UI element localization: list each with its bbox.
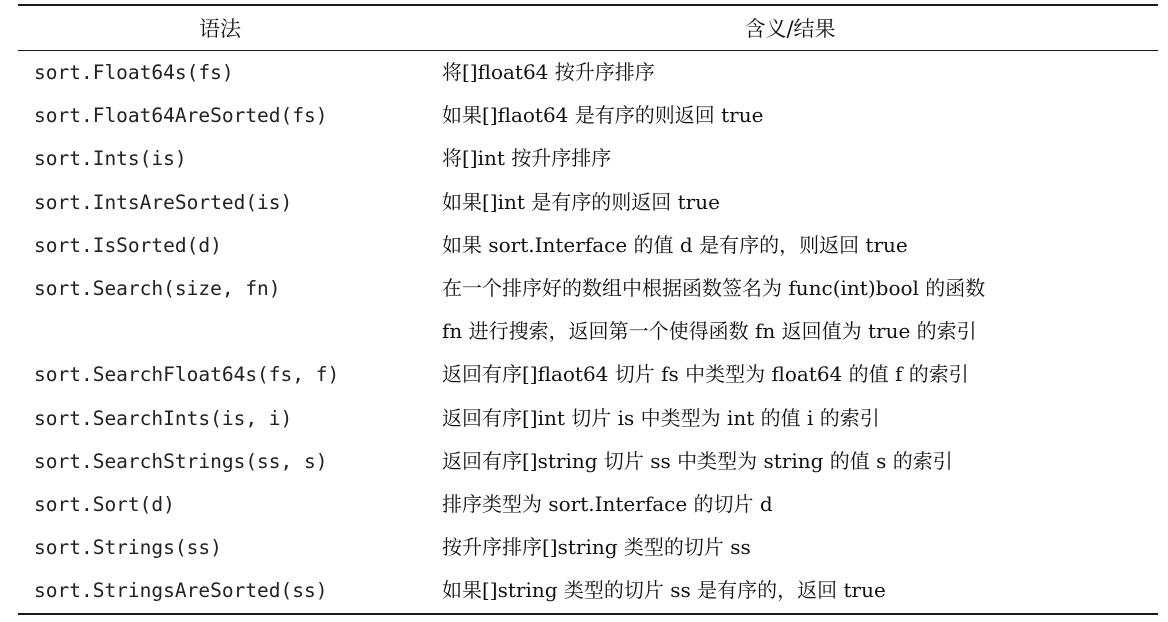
- meaning-cell: 返回有序[]flaot64 切片 fs 中类型为 float64 的值 f 的索引: [442, 362, 969, 387]
- table-body: [18, 51, 1158, 614]
- meaning-cell: 按升序排序[]string 类型的切片 ss: [442, 535, 751, 560]
- header-syntax: 语法: [199, 17, 241, 41]
- meaning-cell: 返回有序[]string 切片 ss 中类型为 string 的值 s 的索引: [442, 448, 953, 473]
- table-row: [18, 483, 1158, 526]
- header-row: [18, 5, 1158, 51]
- meaning-cell: 如果[]flaot64 是有序的则返回 true: [442, 103, 764, 128]
- syntax-cell: sort.Ints(is): [34, 147, 187, 171]
- meaning-cell: 排序类型为 sort.Interface 的切片 d: [442, 492, 773, 516]
- syntax-cell: sort.Float64s(fs): [34, 61, 234, 84]
- table-row: [18, 224, 1158, 267]
- table-row: [18, 51, 1158, 95]
- syntax-cell: sort.Strings(ss): [34, 536, 222, 560]
- table-row: [18, 397, 1158, 440]
- meaning-cell: 返回有序[]int 切片 is 中类型为 int 的值 i 的索引: [442, 405, 880, 430]
- syntax-cell: sort.SearchFloat64s(fs, f): [34, 363, 340, 387]
- table-row: [18, 137, 1158, 180]
- meaning-cell: 如果[]string 类型的切片 ss 是有序的，返回 true: [442, 578, 886, 603]
- table-row: [18, 353, 1158, 396]
- syntax-cell: sort.IntsAreSorted(is): [34, 190, 293, 214]
- meaning-cell: 将[]float64 按升序排序: [442, 60, 655, 84]
- header-meaning: 含义/结果: [744, 17, 836, 41]
- syntax-cell: sort.StringsAreSorted(ss): [34, 579, 328, 603]
- syntax-cell: sort.Search(size, fn): [34, 277, 281, 301]
- meaning-cell: 如果 sort.Interface 的值 d 是有序的，则返回 true: [442, 232, 908, 257]
- table-row: [18, 526, 1158, 569]
- meaning-line: fn 进行搜索，返回第一个使得函数 fn 返回值为 true 的索引: [442, 319, 977, 344]
- table-row: [18, 440, 1158, 483]
- meaning-cell: 将[]int 按升序排序: [442, 146, 612, 171]
- syntax-cell: sort.Sort(d): [34, 493, 175, 516]
- table-row: [18, 181, 1158, 224]
- meaning-cell: 如果[]int 是有序的则返回 true: [442, 189, 720, 214]
- table-row: [18, 569, 1158, 613]
- table-header: [18, 5, 1158, 51]
- table-row: [18, 94, 1158, 137]
- sort-functions-table: [18, 4, 1158, 615]
- sort-functions-table-container: [18, 4, 1158, 615]
- syntax-cell: sort.SearchStrings(ss, s): [34, 449, 328, 473]
- meaning-line: 在一个排序好的数组中根据函数签名为 func(int)bool 的函数: [442, 276, 986, 301]
- syntax-cell: sort.SearchInts(is, i): [34, 406, 293, 430]
- table-row: [18, 267, 1158, 353]
- syntax-cell: sort.Float64AreSorted(fs): [34, 104, 328, 128]
- meaning-cell: [422, 267, 1158, 353]
- syntax-cell: sort.IsSorted(d): [34, 233, 222, 257]
